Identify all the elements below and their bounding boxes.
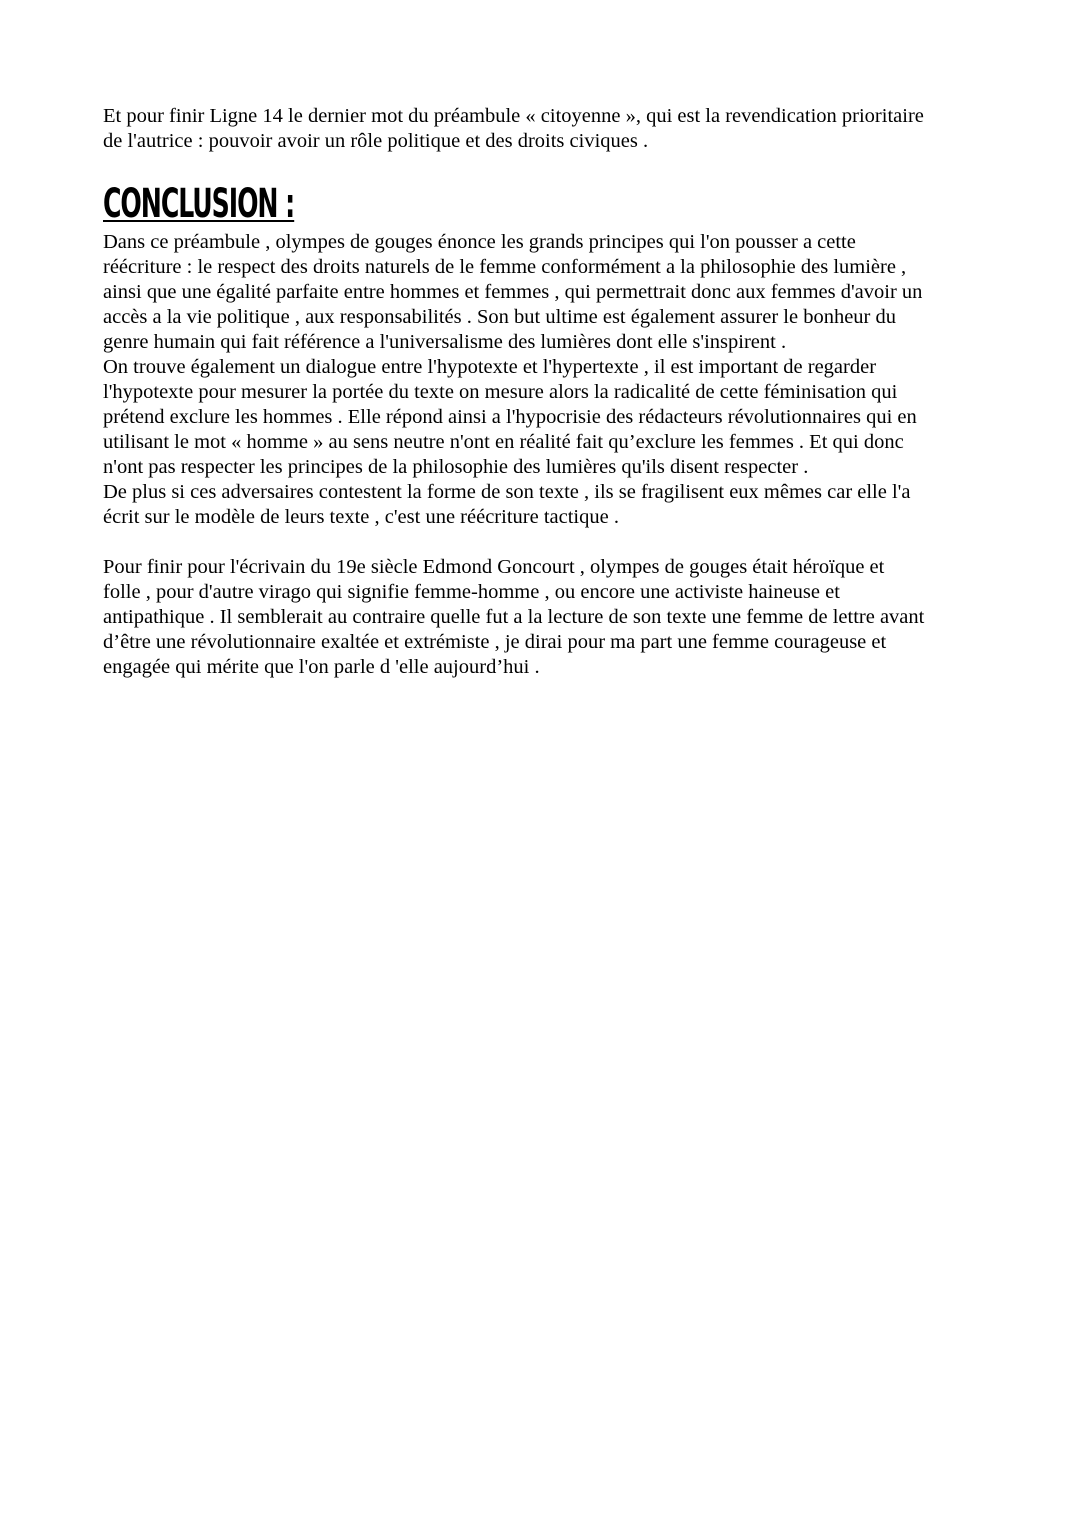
text-line: Et pour finir Ligne 14 le dernier mot du préambule « citoyenne », qui est la revendication prioritaire — [103, 105, 924, 127]
text-line: antipathique . Il semblerait au contraire quelle fut a la lecture de son texte une femme de lettre avant — [103, 606, 925, 628]
text-line: n'ont pas respecter les principes de la philosophie des lumières qu'ils disent respecter . — [103, 456, 809, 478]
text-line: écrit sur le modèle de leurs texte , c'est une réécriture tactique . — [103, 506, 619, 528]
text-line: accès a la vie politique , aux responsabilités . Son but ultime est également assurer le bonheur du — [103, 306, 897, 328]
text-line: ainsi que une égalité parfaite entre hommes et femmes , qui permettrait donc aux femmes d'avoir un — [103, 281, 923, 303]
text-line: De plus si ces adversaires contestent la forme de son texte , ils se fragilisent eux mêmes car elle l'a — [103, 481, 911, 503]
text-line: engagée qui mérite que l'on parle d 'elle aujourd’hui . — [103, 656, 540, 678]
text-line: réécriture : le respect des droits naturels de le femme conformément a la philosophie des lumière , — [103, 256, 907, 278]
conclusion-paragraph — [103, 230, 1003, 530]
paragraph-gap — [103, 530, 1003, 555]
text-line: folle , pour d'autre virago qui signifie femme-homme , ou encore une activiste haineuse et — [103, 581, 840, 603]
conclusion-heading: CONCLUSION : — [103, 181, 295, 227]
text-line: de l'autrice : pouvoir avoir un rôle politique et des droits civiques . — [103, 130, 649, 152]
final-paragraph — [103, 555, 1003, 680]
text-line: On trouve également un dialogue entre l'hypotexte et l'hypertexte , il est important de regarder — [103, 356, 877, 378]
text-line: Pour finir pour l'écrivain du 19e siècle Edmond Goncourt , olympes de gouges était héroïque et — [103, 556, 885, 578]
heading-container — [103, 154, 1003, 227]
intro-paragraph — [103, 104, 1003, 154]
document-page — [103, 104, 1003, 680]
text-line: Dans ce préambule , olympes de gouges énonce les grands principes qui l'on pousser a cette — [103, 231, 856, 253]
text-line: genre humain qui fait référence a l'universalisme des lumières dont elle s'inspirent . — [103, 331, 787, 353]
text-line: d’être une révolutionnaire exaltée et extrémiste , je dirai pour ma part une femme courageuse et — [103, 631, 887, 653]
text-line: l'hypotexte pour mesurer la portée du texte on mesure alors la radicalité de cette féminisation qui — [103, 381, 898, 403]
text-line: prétend exclure les hommes . Elle répond ainsi a l'hypocrisie des rédacteurs révolutionnaires qui en — [103, 406, 917, 428]
text-line: utilisant le mot « homme » au sens neutre n'ont en réalité fait qu’exclure les femmes . Et qui donc — [103, 431, 904, 453]
